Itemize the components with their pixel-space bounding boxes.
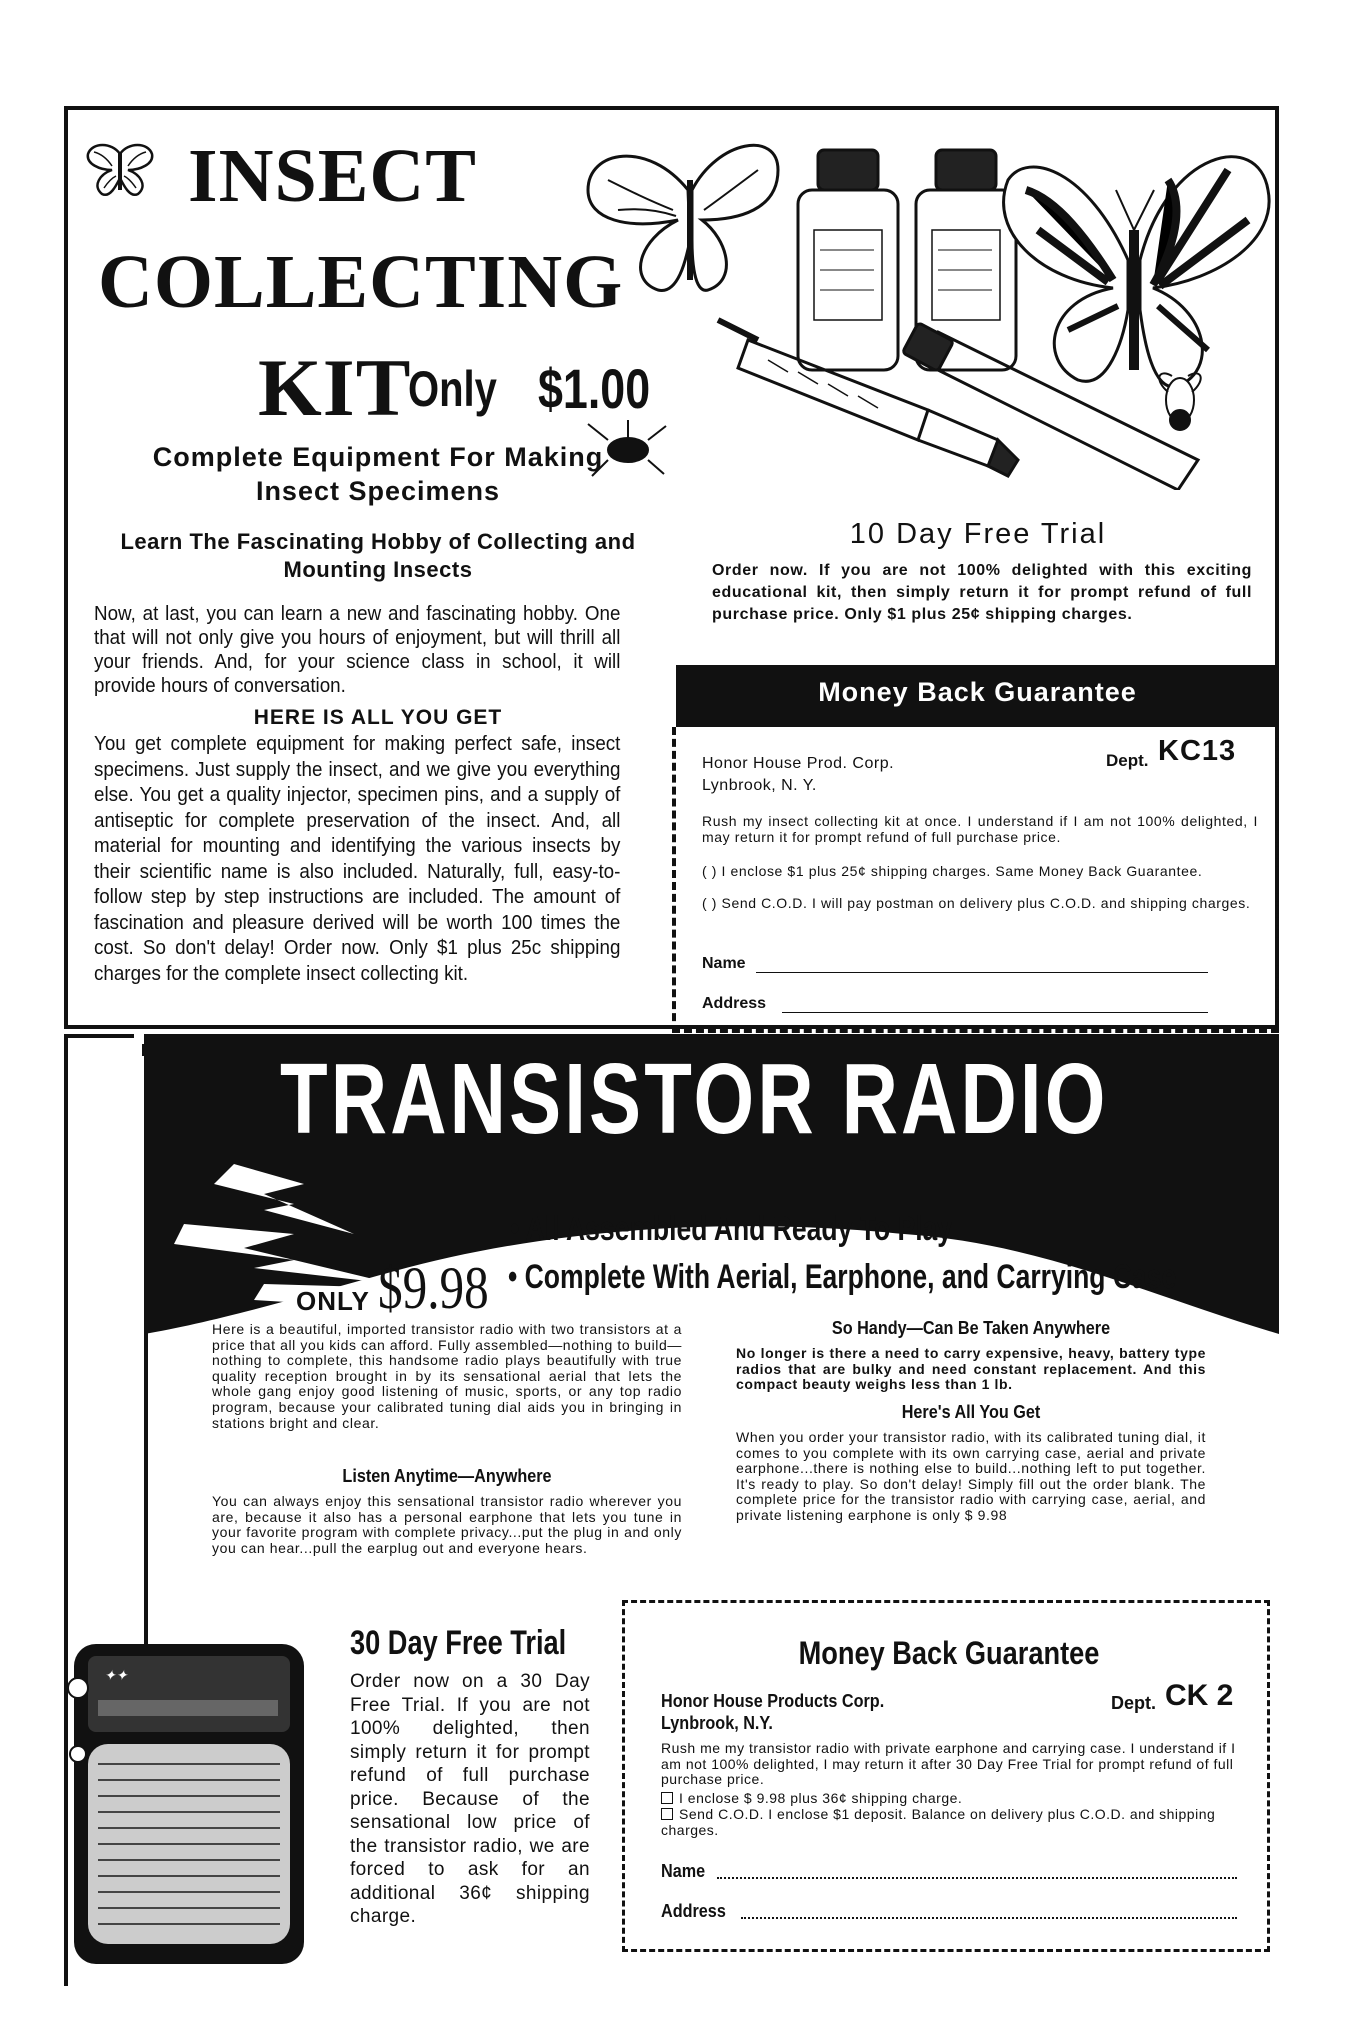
insect-kit-ad (64, 106, 1279, 1029)
small-butterfly-icon (588, 145, 778, 290)
radio-name-label: Name (661, 1861, 706, 1881)
address-field[interactable] (782, 1012, 1208, 1013)
radio-coupon-text: Rush me my transistor radio with private earphone and carrying case. I understand if I am not 100% delighted, I may return it after 30 Day Free Trial for prompt refund of full purchase price. (661, 1740, 1236, 1788)
feature-bullet-2: • Complete With Aerial, Earphone, and Carrying Case (508, 1258, 1177, 1296)
radio-option-enclose-label: I enclose $ 9.98 plus 36¢ shipping charge. (679, 1790, 963, 1806)
checkbox[interactable] (661, 1808, 673, 1820)
feature-bullet-1: • All Assembled And Ready To Play (510, 1210, 953, 1248)
checkbox[interactable] (661, 1792, 673, 1804)
only-label: ONLY (296, 1286, 370, 1316)
coupon-option-enclose[interactable]: ( ) I enclose $1 plus 25¢ shipping charges. Same Money Back Guarantee. (702, 863, 1203, 879)
listen-heading: Listen Anytime—Anywhere (342, 1466, 552, 1486)
radio-option-enclose[interactable] (661, 1791, 1251, 1807)
large-butterfly-icon (1004, 157, 1270, 387)
subtitle-2: Learn The Fascinating Hobby of Collecting and Mounting Insects (120, 529, 636, 582)
butterfly-logo-icon (82, 140, 158, 204)
price-value: $1.00 (538, 357, 651, 420)
price-label: Only (408, 361, 497, 417)
listen-body: You can always enjoy this sensational transistor radio wherever you are, because it also has a personal earphone that lets you tune in your favorite program with complete privacy...put the plug in and only you can hear...pull the earplug out and everyone hears. (212, 1493, 682, 1556)
radio-guarantee-title: Money Back Guarantee (798, 1635, 1100, 1671)
radio-option-cod-label: Send C.O.D. I enclose $1 deposit. Balance on delivery plus C.O.D. and shipping charges. (661, 1806, 1216, 1838)
radio-coupon-dept-label: Dept. (1111, 1693, 1156, 1713)
coupon-option-cod[interactable]: ( ) Send C.O.D. I will pay postman on delivery plus C.O.D. and shipping charges. (702, 895, 1251, 911)
trial-title: 10 Day Free Trial (849, 518, 1107, 550)
radio-option-cod[interactable] (661, 1807, 1251, 1838)
guarantee-banner (676, 665, 1279, 727)
insect-kit-illustration (568, 110, 1280, 490)
body-paragraph: You get complete equipment for making perfect safe, insect specimens. Just supply the insect, and we give you everything else. You get a quality injector, specimen pins, and a supply of antiseptic for complete preservation of the insect. And, all material for mounting and identifying the various insects by their scientific name is also included. Naturally, full, easy-to-follow step by step instructions are included. The amount of fascination and pleasure derived will be worth 100 times the cost. So don't delay! Order now. Only $1 plus 25c shipping charges for the complete insect collecting kit. (94, 733, 621, 985)
handy-heading: So Handy—Can Be Taken Anywhere (831, 1318, 1111, 1338)
name-label: Name (702, 955, 746, 972)
radio-title: TRANSISTOR RADIO (280, 1043, 1109, 1155)
coupon-text: Rush my insect collecting kit at once. I understand if I am not 100% delighted, I may return it for prompt refund of full purchase price. (702, 813, 1258, 845)
antenna-icon (136, 1044, 156, 1654)
coupon-city: Lynbrook, N. Y. (702, 777, 817, 794)
coupon-dept-code: KC13 (1158, 735, 1237, 767)
title-line-3: KIT (258, 342, 412, 433)
get-heading: Here's All You Get (901, 1402, 1041, 1422)
subtitle: Complete Equipment For Making Insect Specimens (152, 442, 604, 506)
svg-text:✦✦: ✦✦ (104, 1667, 128, 1683)
trial-text: Order now. If you are not 100% delighted with this exciting educational kit, then simply return it for prompt refund of full purchase price. Only $1 plus 25¢ shipping charges. (712, 562, 1252, 623)
radio-address-label: Address (661, 1901, 726, 1921)
title-line-1: INSECT (188, 134, 477, 218)
section-heading: HERE IS ALL YOU GET (253, 706, 503, 729)
radio-intro: Here is a beautiful, imported transistor radio with two transistors at a price that all you kids can afford. Fully assembled—nothing to build—nothing to complete, this handsome radio plays beautifully with true quality reception brought in by its sensational aerial that lets the whole gang enjoy good listening of music, sports, or any top radio program, because your calibrated tuning dial aids you in bringing in stations bright and clear. (212, 1321, 682, 1431)
coupon-dept-label: Dept. (1106, 751, 1149, 770)
guarantee-title: Money Back Guarantee (818, 677, 1137, 707)
get-body: When you order your transistor radio, with its calibrated tuning dial, it comes to you complete with its own carrying case, aerial and private earphone...there is nothing else to build...nothing left to put together. It's ready to play. So don't delay! Simply fill out the order blank. The complete price for the transistor radio with carrying case, aerial, and private listening earphone is only $ 9.98 (736, 1429, 1206, 1523)
radio-trial-text: Order now on a 30 Day Free Trial. If you are not 100% delighted, then simply return it for prompt refund of full purchase price. Because of the sensational low price of the transistor radio, we are forced to ask for an additional 36¢ shipping charge. (350, 1671, 590, 1927)
radio-coupon-dept-code: CK 2 (1165, 1679, 1234, 1712)
radio-coupon-city: Lynbrook, N.Y. (661, 1713, 773, 1733)
title-line-2: COLLECTING (98, 240, 624, 324)
address-label: Address (702, 995, 767, 1012)
radio-trial-title: 30 Day Free Trial (350, 1624, 567, 1662)
radio-order-coupon[interactable] (622, 1600, 1270, 1952)
specimen-bottle-icon (798, 150, 1016, 370)
radio-coupon-company: Honor House Products Corp. (661, 1691, 885, 1711)
order-coupon[interactable] (672, 727, 1279, 1033)
radio-name-field[interactable] (717, 1877, 1237, 1879)
radio-address-field[interactable] (741, 1917, 1237, 1919)
name-field[interactable] (756, 972, 1208, 973)
coupon-company: Honor House Prod. Corp. (702, 755, 895, 772)
intro-paragraph: Now, at last, you can learn a new and fascinating hobby. One that will not only give you hours of enjoyment, but will thrill all your friends. And, for your science class in school, it will provide hours of conversation. (94, 603, 621, 697)
handy-body: No longer is there a need to carry expensive, heavy, battery type radios that are bulky and need constant replacement. And this compact beauty weighs less than 1 lb. (736, 1345, 1206, 1393)
injector-syringe-icon (718, 320, 1018, 476)
radio-price: $9.98 (378, 1255, 489, 1321)
transistor-radio-icon (64, 1624, 314, 1974)
frame-border (64, 1034, 134, 1038)
